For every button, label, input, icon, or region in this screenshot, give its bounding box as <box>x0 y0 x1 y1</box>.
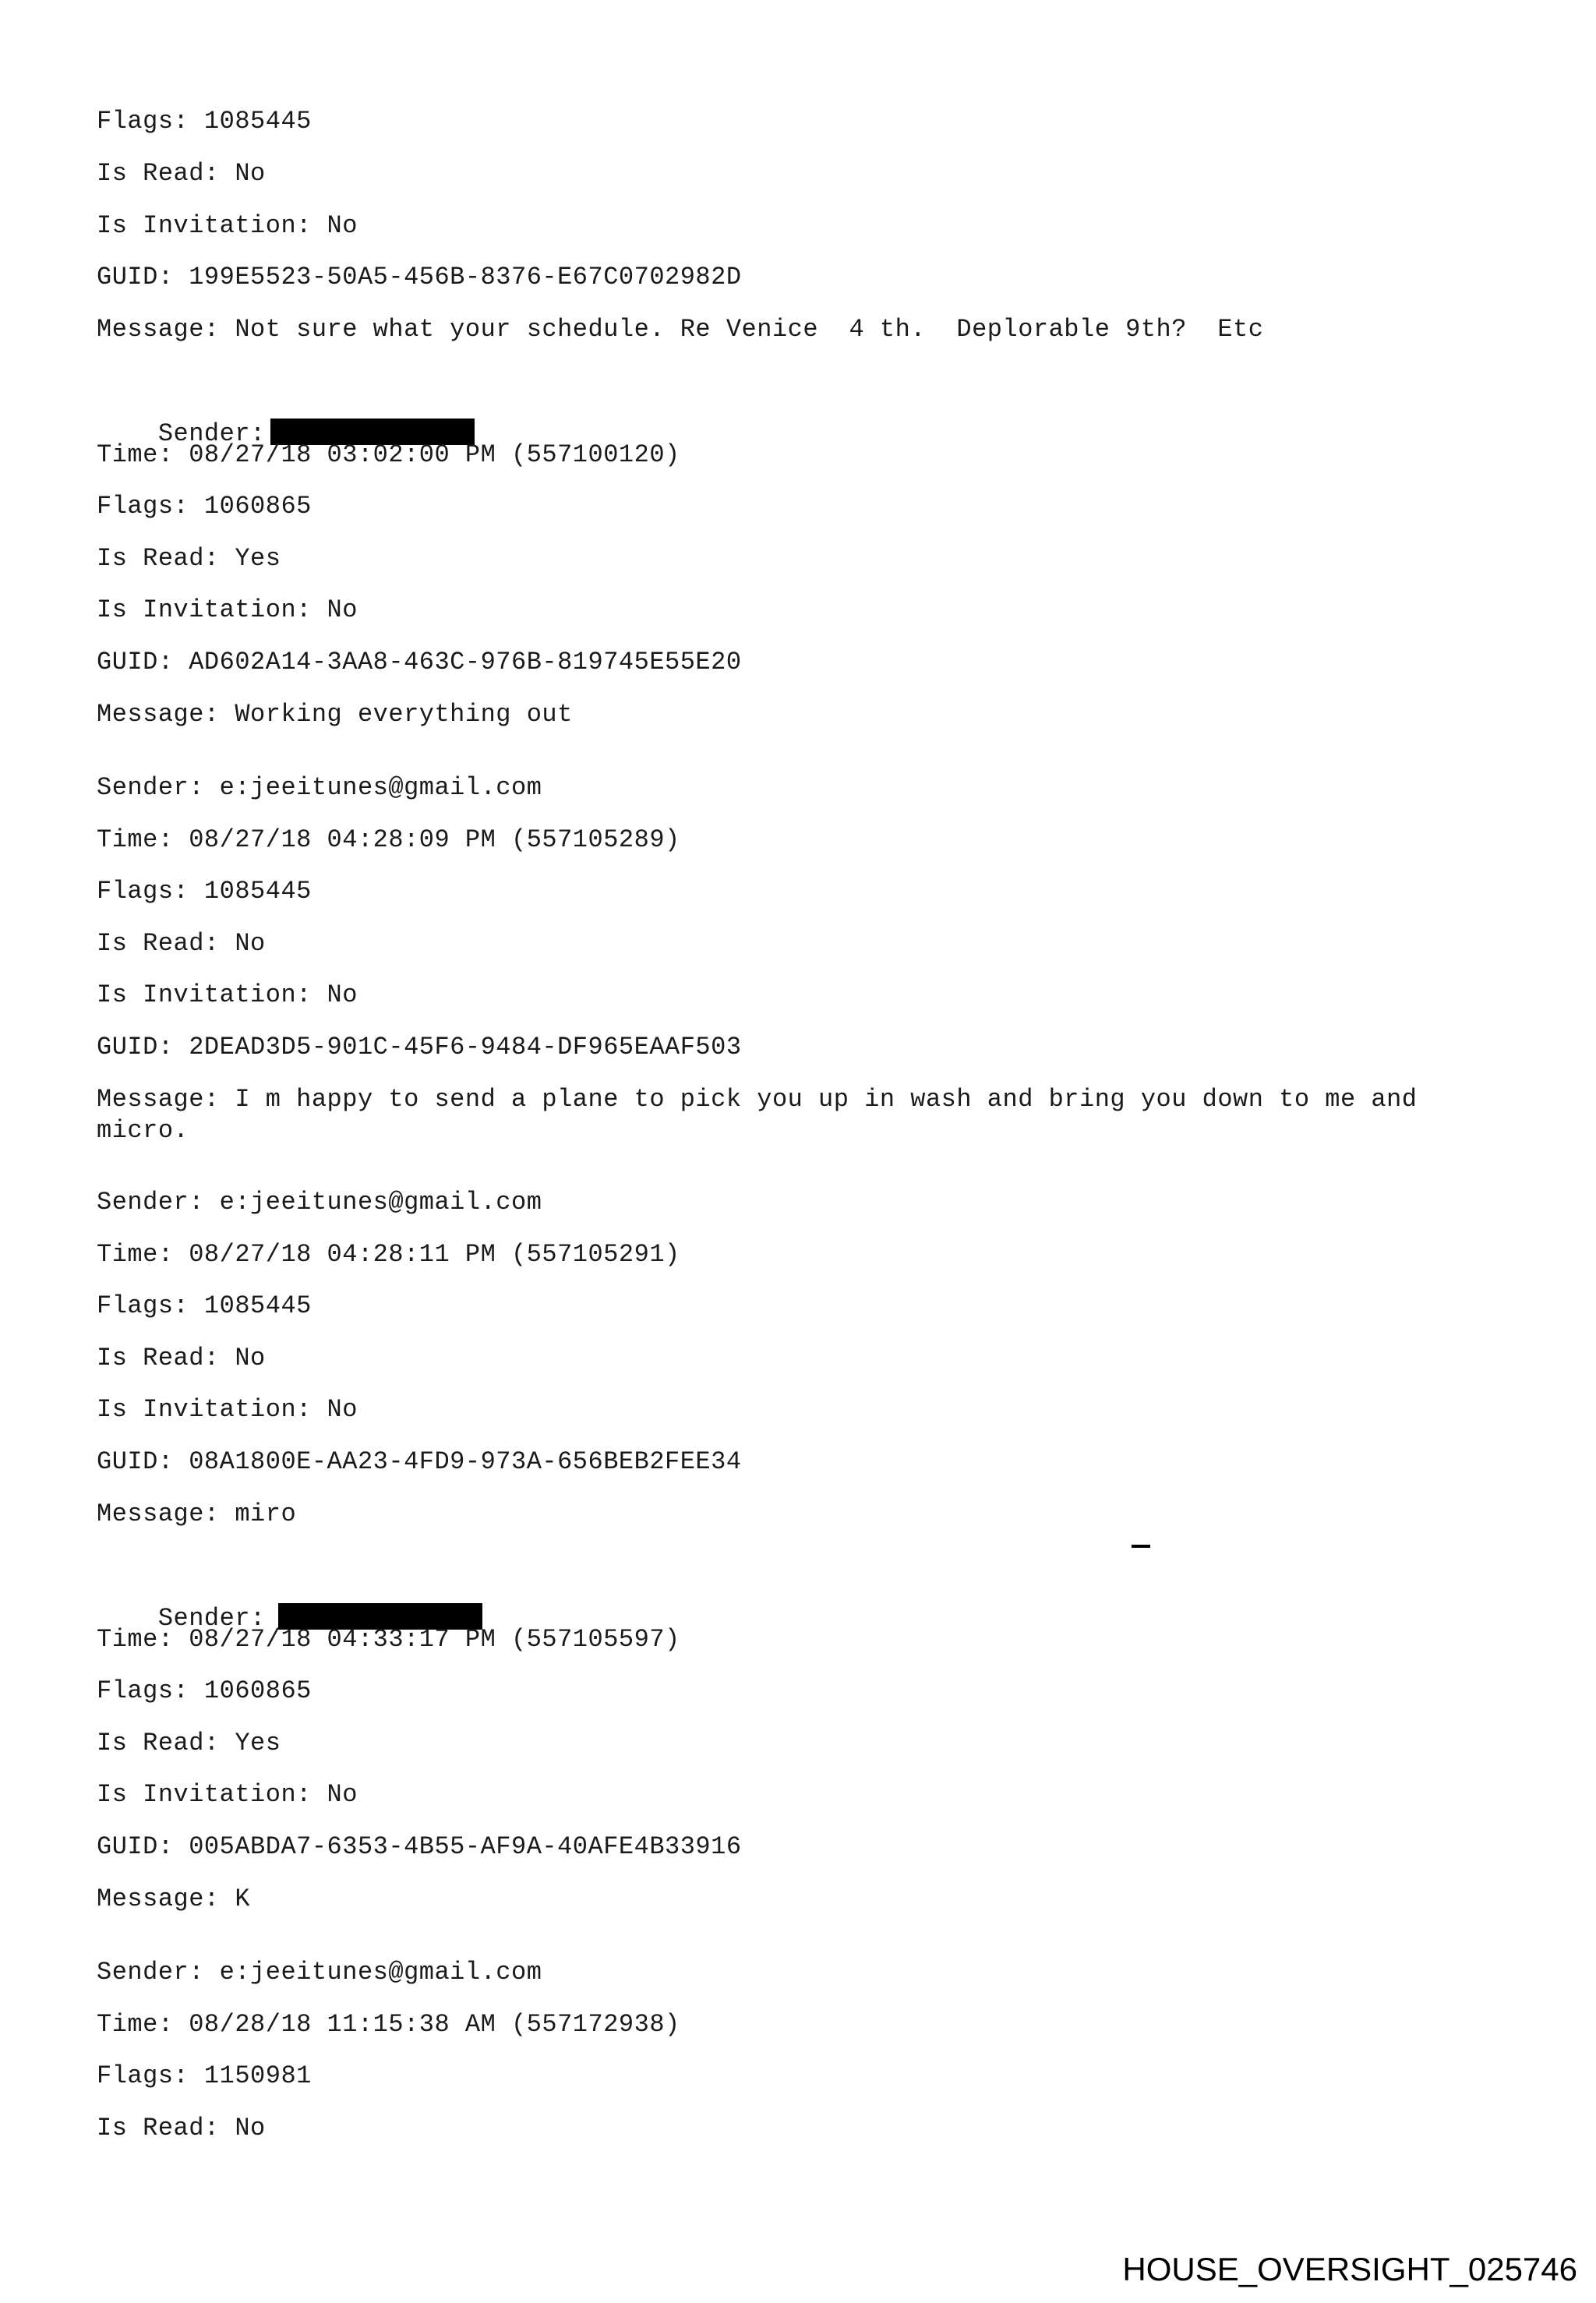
guid-line: GUID: 08A1800E-AA23-4FD9-973A-656BEB2FEE34 <box>97 1447 742 1476</box>
sender-label: Sender: <box>157 1604 266 1633</box>
is-read-line: Is Read: No <box>97 2114 266 2142</box>
is-invitation-line: Is Invitation: No <box>97 1395 358 1424</box>
sender-line: Sender: e:jeeitunes@gmail.com <box>97 1958 542 1987</box>
guid-line: GUID: 2DEAD3D5-901C-45F6-9484-DF965EAAF503 <box>97 1033 742 1061</box>
guid-line: GUID: AD602A14-3AA8-463C-976B-819745E55E20 <box>97 648 742 676</box>
flags-line: Flags: 1085445 <box>97 877 312 906</box>
is-read-line: Is Read: Yes <box>97 1729 281 1757</box>
time-line: Time: 08/27/18 04:33:17 PM (557105597) <box>97 1625 680 1654</box>
guid-line: GUID: 199E5523-50A5-456B-8376-E67C0702982D <box>97 263 742 291</box>
sender-line: Sender: e:jeeitunes@gmail.com <box>97 1188 542 1217</box>
message-line: Message: K <box>97 1884 251 1913</box>
flags-line: Flags: 1150981 <box>97 2061 312 2090</box>
is-read-line: Is Read: No <box>97 929 266 958</box>
sender-line: Sender: e:jeeitunes@gmail.com <box>97 773 542 802</box>
time-line: Time: 08/27/18 04:28:09 PM (557105289) <box>97 825 680 854</box>
flags-line: Flags: 1060865 <box>97 492 312 521</box>
is-read-line: Is Read: Yes <box>97 544 281 573</box>
sender-label: Sender: <box>157 419 266 448</box>
time-line: Time: 08/27/18 04:28:11 PM (557105291) <box>97 1240 680 1269</box>
is-invitation-line: Is Invitation: No <box>97 1780 358 1809</box>
guid-line: GUID: 005ABDA7-6353-4B55-AF9A-40AFE4B33916 <box>97 1832 742 1861</box>
bates-number: HOUSE_OVERSIGHT_025746 <box>1122 2251 1577 2287</box>
message-line: Message: I m happy to send a plane to pick you up in wash and bring you down to me and micro. <box>97 1085 1418 1145</box>
message-line: Message: Working everything out <box>97 700 573 729</box>
flags-line: Flags: 1085445 <box>97 107 312 136</box>
stray-mark <box>1132 1545 1150 1548</box>
is-invitation-line: Is Invitation: No <box>97 980 358 1009</box>
is-read-line: Is Read: No <box>97 1344 266 1372</box>
flags-line: Flags: 1085445 <box>97 1291 312 1320</box>
time-line: Time: 08/27/18 03:02:00 PM (557100120) <box>97 440 680 469</box>
message-line: Message: Not sure what your schedule. Re Venice 4 th. Deplorable 9th? Etc <box>97 315 1264 344</box>
message-line: Message: miro <box>97 1499 297 1528</box>
time-line: Time: 08/28/18 11:15:38 AM (557172938) <box>97 2010 680 2039</box>
is-invitation-line: Is Invitation: No <box>97 595 358 624</box>
is-invitation-line: Is Invitation: No <box>97 211 358 240</box>
is-read-line: Is Read: No <box>97 159 266 188</box>
flags-line: Flags: 1060865 <box>97 1676 312 1705</box>
